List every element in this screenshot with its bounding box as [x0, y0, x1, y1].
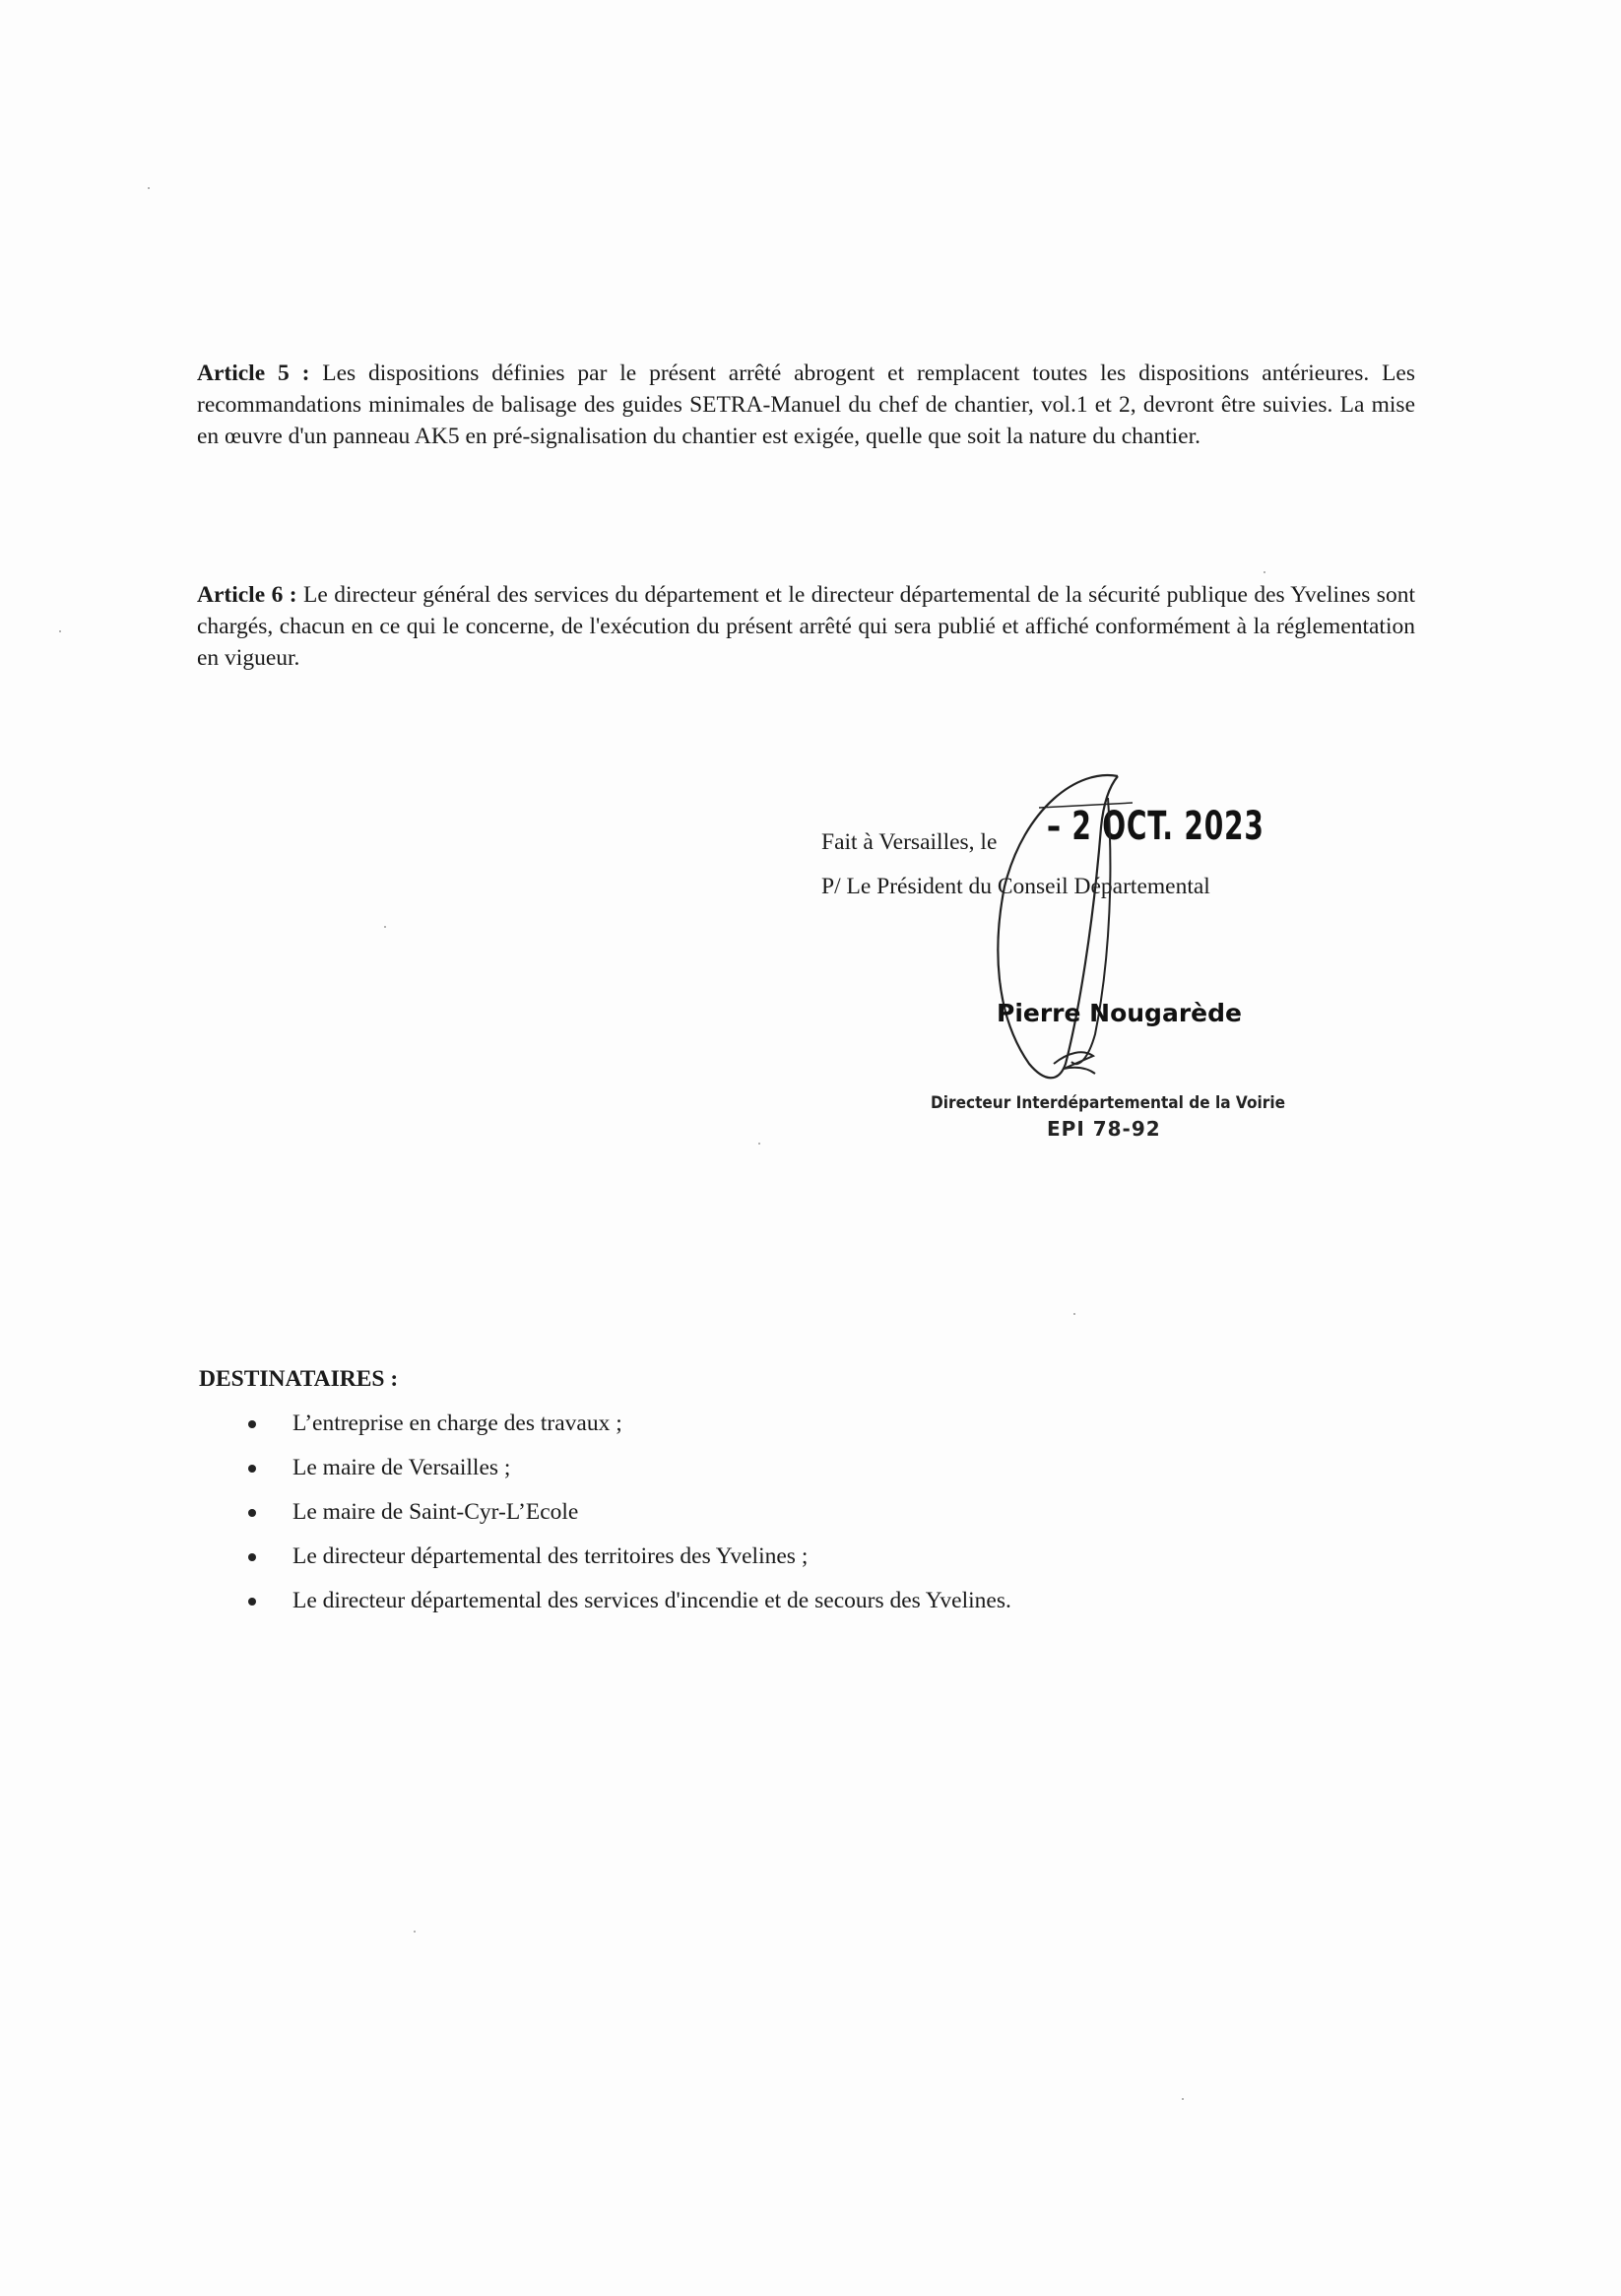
handwritten-signature-icon: [985, 768, 1182, 1093]
president-line: P/ Le Président du Conseil Départemental: [821, 874, 1210, 899]
scan-speck: [384, 926, 386, 928]
article-6-label: Article 6 :: [197, 582, 297, 608]
article-5: [197, 358, 1415, 452]
bullet-icon: [248, 1509, 256, 1517]
article-6-text: Le directeur général des services du département et le directeur départemental de la sécurité publique des Yvelines sont chargés, chacun en ce qui le concerne, de l'exécution du présent arrêté qui sera publié et affiché conformément à la réglementation en vigueur.: [197, 582, 1415, 671]
list-item-label: Le maire de Versailles ;: [292, 1455, 511, 1480]
signatory-unit: EPI 78-92: [1047, 1117, 1161, 1141]
bullet-icon: [248, 1553, 256, 1561]
article-5-label: Article 5 :: [197, 361, 310, 386]
list-item-label: Le directeur départemental des services d'incendie et de secours des Yvelines.: [292, 1588, 1011, 1613]
list-item-label: Le directeur départemental des territoires des Yvelines ;: [292, 1543, 809, 1569]
scan-speck: [1264, 571, 1265, 573]
bullet-icon: [248, 1465, 256, 1473]
list-item-label: L’entreprise en charge des travaux ;: [292, 1410, 622, 1436]
bullet-icon: [248, 1420, 256, 1428]
article-5-text: Les dispositions définies par le présent arrêté abrogent et remplacent toutes les dispositions antérieures. Les recommandations minimales de balisage des guides SETRA-Manuel du chef de chantier, vol.1 et 2, devront être suivies. La mise en œuvre d'un panneau AK5 en pré-signalisation du chantier est exigée, quelle que soit la nature du chantier.: [197, 361, 1415, 449]
bullet-icon: [248, 1598, 256, 1606]
signatory-name: Pierre Nougarède: [997, 999, 1242, 1027]
scan-speck: [1182, 2098, 1184, 2100]
article-6: [197, 579, 1415, 674]
scan-speck: [59, 630, 61, 632]
scan-speck: [414, 1931, 416, 1933]
date-stamp: – 2 OCT. 2023: [1047, 804, 1264, 849]
place-line: Fait à Versailles, le: [821, 829, 998, 855]
scan-speck: [758, 1143, 760, 1145]
destinataires-heading: DESTINATAIRES :: [199, 1366, 399, 1392]
scan-speck: [1073, 1313, 1075, 1315]
scan-speck: [148, 187, 150, 189]
list-item-label: Le maire de Saint-Cyr-L’Ecole: [292, 1499, 579, 1525]
signatory-title: Directeur Interdépartemental de la Voirie: [931, 1093, 1286, 1112]
